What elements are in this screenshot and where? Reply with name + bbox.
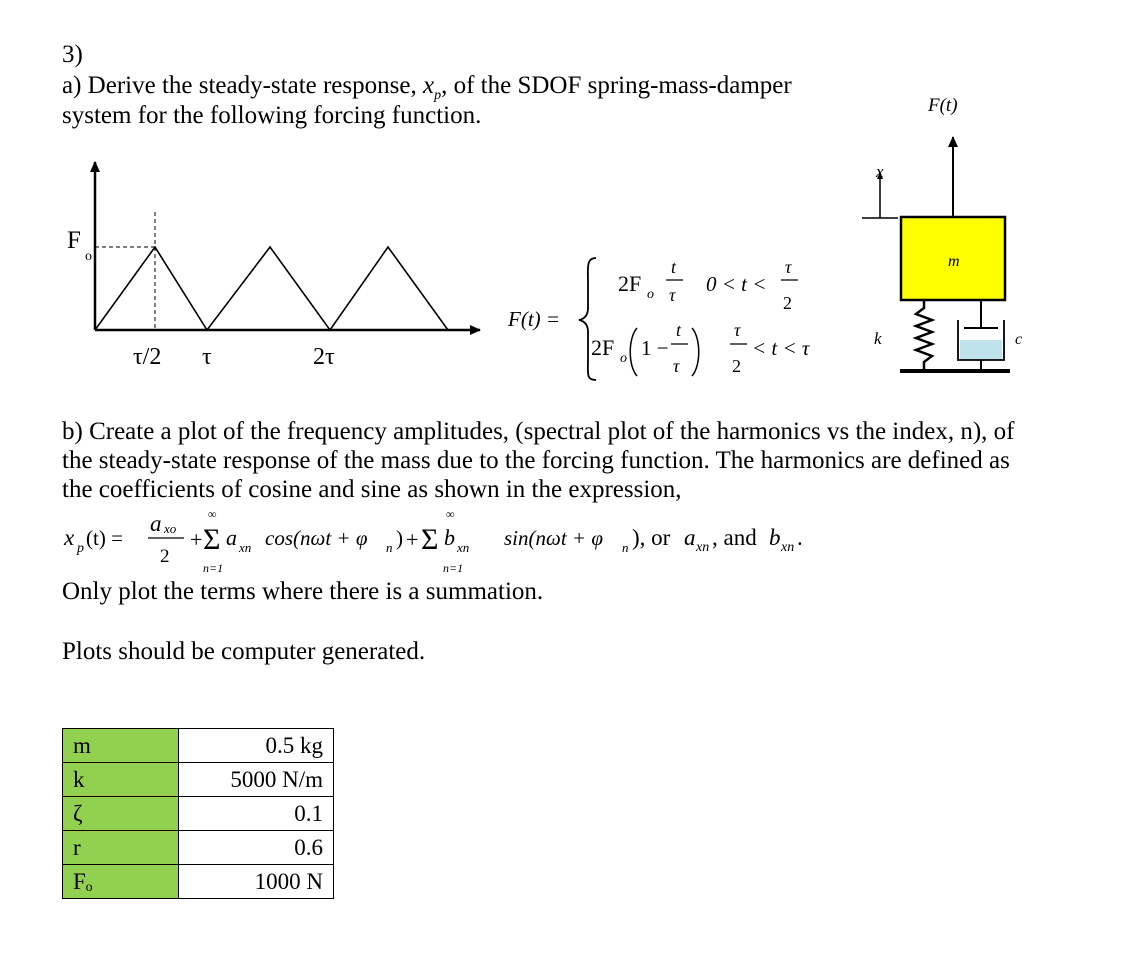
- cos-term: cos(nωt + φ: [265, 526, 368, 550]
- xp-subscript: p: [434, 88, 442, 103]
- row2-paren-close: [692, 328, 699, 376]
- row1-cond-num: τ: [785, 257, 792, 277]
- row2-num: t: [676, 320, 682, 340]
- parameter-value: 5000 N/m: [179, 763, 334, 797]
- b-sub: xn: [457, 540, 470, 555]
- part-b-line1: b) Create a plot of the frequency amplitudes, (spectral plot of the harmonics vs the index, n), of: [62, 418, 1015, 445]
- sum1-sigma: Σ: [203, 523, 221, 556]
- sin-phi-sub: n: [622, 540, 629, 555]
- damper-label: c: [1015, 331, 1023, 348]
- trail-bxn-sub: xn: [781, 540, 795, 555]
- trail-end: .: [797, 525, 803, 550]
- b-coef: b: [444, 525, 455, 550]
- row2-coef: 2F: [591, 335, 615, 360]
- trail-axn: a: [684, 525, 696, 550]
- row2-sub: o: [620, 351, 627, 366]
- computer-generated-note: Plots should be computer generated.: [62, 638, 426, 665]
- parameter-label: k: [63, 763, 179, 797]
- parameter-row: [63, 763, 334, 797]
- parameter-value: 1000 N: [179, 865, 334, 899]
- parameter-row: [63, 831, 334, 865]
- part-a-line2: system for the following forcing function.: [62, 102, 482, 129]
- row1-den: τ: [669, 285, 676, 305]
- row2-cond-num: τ: [734, 320, 741, 340]
- plus-1: +: [190, 527, 203, 552]
- spring: [916, 300, 932, 370]
- series-lhs-sub: p: [77, 541, 84, 556]
- only-plot-note: Only plot the terms where there is a summation.: [62, 578, 544, 605]
- sum2-top: ∞: [446, 507, 455, 521]
- forcing-lhs: F(t) =: [508, 307, 561, 331]
- row2-cond-post: < t < τ: [752, 336, 810, 360]
- row2-paren-open: [630, 328, 637, 376]
- fo-label-sub: o: [85, 249, 92, 264]
- waveform-plot: [55, 150, 495, 380]
- parameter-label: r: [63, 831, 179, 865]
- plus-2: +: [406, 527, 419, 552]
- damper-fluid: [960, 340, 1002, 360]
- parameter-row: [63, 865, 334, 899]
- a-coef: a: [226, 525, 237, 550]
- trail-axn-sub: xn: [696, 540, 710, 555]
- tick-two-tau: 2τ: [313, 344, 335, 370]
- parameter-row: [63, 797, 334, 831]
- trail-or: ), or: [632, 525, 671, 550]
- part-a-prefix: a) Derive the steady-state response,: [62, 72, 417, 99]
- parameter-label: m: [63, 729, 179, 763]
- row2-cond-den: 2: [732, 356, 741, 376]
- problem-number: 3): [62, 41, 83, 68]
- displacement-label: x: [876, 162, 884, 181]
- parameter-row: [63, 729, 334, 763]
- part-b-line2: the steady-state response of the mass due to the forcing function. The harmonics are defined as: [62, 447, 1010, 474]
- part-a-suffix: , of the SDOF spring-mass-damper: [441, 72, 792, 99]
- tick-half-tau: τ/2: [133, 344, 162, 370]
- row1-num: t: [671, 257, 677, 277]
- sum2-bottom: n=1: [443, 561, 464, 575]
- part-a-var: [422, 72, 442, 103]
- force-label: F(t): [928, 95, 958, 116]
- parameter-value: 0.6: [179, 831, 334, 865]
- a0-num-sub: xo: [164, 521, 177, 536]
- row2-one-minus: 1 −: [641, 336, 669, 360]
- a-sub: xn: [239, 540, 252, 555]
- sum1-bottom: n=1: [203, 561, 224, 575]
- forcing-equation: [500, 250, 820, 385]
- fo-label: F: [67, 227, 81, 254]
- part-b-line3: the coefficients of cosine and sine as shown in the expression,: [62, 476, 682, 503]
- triangle-wave: [95, 247, 448, 330]
- series-equation: [60, 505, 840, 580]
- parameter-label: Fₒ: [63, 865, 179, 899]
- parameter-value: 0.5 kg: [179, 729, 334, 763]
- spring-label: k: [874, 329, 882, 348]
- parameter-label: ζ: [63, 797, 179, 831]
- cos-phi-sub: n: [386, 540, 393, 555]
- a0-den: 2: [160, 546, 170, 567]
- sin-term: sin(nωt + φ: [504, 526, 603, 550]
- sdof-schematic: [840, 80, 1070, 390]
- a0-num: a: [150, 511, 162, 536]
- row1-sub: o: [647, 287, 654, 302]
- trail-and: , and: [712, 525, 757, 550]
- forcing-brace: [579, 258, 596, 380]
- cos-close: ): [396, 526, 403, 550]
- mass-label: m: [948, 253, 960, 270]
- series-lhs-x: x: [64, 525, 75, 550]
- parameter-table: [62, 728, 334, 899]
- tick-tau: τ: [202, 344, 212, 370]
- row1-coef: 2F: [618, 271, 642, 296]
- sum1-top: ∞: [208, 507, 217, 521]
- row1-cond-den: 2: [783, 293, 792, 313]
- trail-bxn: b: [769, 525, 781, 550]
- parameter-value: 0.1: [179, 797, 334, 831]
- series-lhs-arg: (t) =: [86, 526, 123, 550]
- sum2-sigma: Σ: [421, 523, 439, 556]
- row1-cond: 0 < t <: [706, 272, 767, 296]
- row2-den: τ: [673, 356, 680, 376]
- xp-symbol: x: [422, 72, 435, 99]
